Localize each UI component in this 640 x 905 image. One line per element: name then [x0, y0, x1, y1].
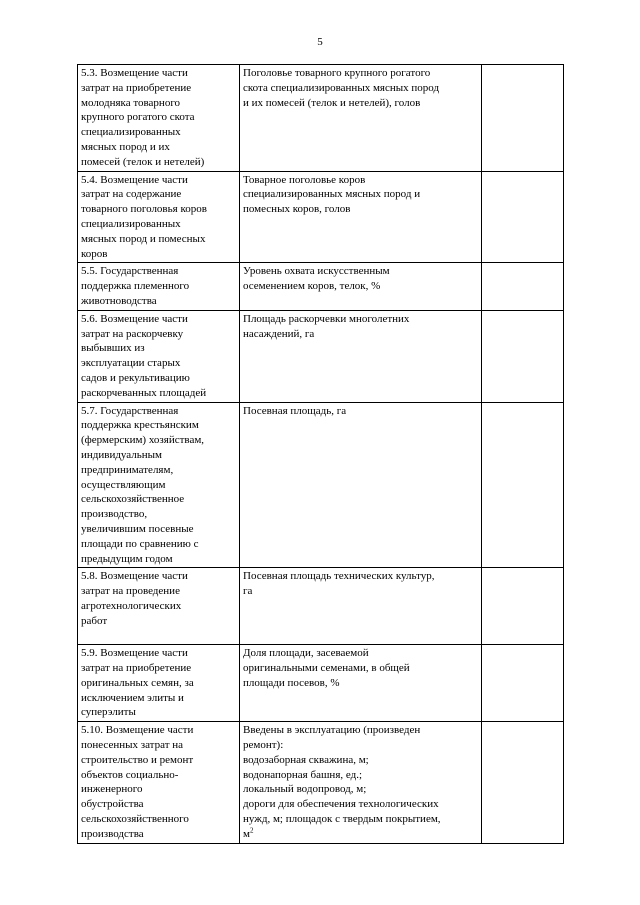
measure-cell-line: затрат на проведение	[81, 585, 180, 598]
measure-cell-line: животноводства	[81, 294, 157, 307]
measure-cell	[78, 310, 240, 402]
measure-cell-line: работ	[81, 614, 108, 627]
measure-cell-line: садов и рекультивацию	[81, 371, 190, 384]
indicator-cell-line: и их помесей (телок и нетелей), голов	[243, 96, 421, 109]
table-row	[78, 65, 564, 172]
indicator-cell-line: водонапорная башня, ед.;	[243, 768, 363, 781]
measure-cell-line: производства	[81, 827, 144, 840]
measure-cell-line: поддержка племенного	[81, 280, 190, 293]
indicator-cell-line: специализированных мясных пород и	[243, 188, 421, 201]
measure-cell-line: (фермерским) хозяйствам,	[81, 434, 205, 447]
value-cell	[482, 171, 564, 263]
measure-cell-line: обустройства	[81, 798, 144, 811]
measure-cell-line: сельскохозяйственного	[81, 813, 189, 826]
indicator-cell-line: Посевная площадь технических культур,	[243, 570, 435, 583]
indicator-cell	[240, 568, 482, 645]
value-cell	[482, 263, 564, 310]
measure-cell-line: коров	[81, 247, 108, 260]
measure-cell-line: 5.3. Возмещение части	[81, 67, 188, 79]
measure-cell-line: раскорчеванных площадей	[81, 386, 207, 399]
measure-cell-line: 5.4. Возмещение части	[81, 173, 188, 186]
measure-cell-line: затрат на раскорчевку	[81, 327, 184, 340]
indicator-cell-line: Посевная площадь, га	[243, 404, 347, 417]
indicator-cell-line: площади посевов, %	[243, 676, 340, 689]
measure-cell-line: инженерного	[81, 783, 143, 796]
unit-text: м	[243, 827, 250, 840]
value-cell	[482, 310, 564, 402]
table-row	[78, 263, 564, 310]
measure-cell-line: крупного рогатого скота	[81, 111, 195, 124]
spacer	[81, 628, 236, 643]
measure-cell-line: 5.10. Возмещение части	[81, 724, 194, 737]
measure-cell-line: сельскохозяйственное	[81, 493, 185, 506]
measure-cell-line: мясных пород и их	[81, 140, 170, 153]
measure-cell-line: товарного поголовья коров	[81, 203, 207, 216]
measure-cell-line: увеличившим посевные	[81, 522, 194, 535]
indicator-cell-line: помесных коров, голов	[243, 203, 351, 216]
indicator-cell	[240, 171, 482, 263]
measure-cell-line: помесей (телок и нетелей)	[81, 155, 205, 168]
measure-cell-line: поддержка крестьянским	[81, 419, 199, 432]
indicator-cell-line: Товарное поголовье коров	[243, 173, 366, 186]
measure-cell-line: 5.9. Возмещение части	[81, 647, 188, 660]
table-row	[78, 310, 564, 402]
indicator-cell-line: Площадь раскорчевки многолетних	[243, 312, 410, 325]
indicator-cell	[240, 402, 482, 568]
measure-cell-line: оригинальных семян, за	[81, 676, 194, 689]
measure-cell-line: затрат на приобретение	[81, 662, 192, 675]
indicator-cell-line: нужд, м; площадок с твердым покрытием,	[243, 813, 441, 826]
measure-cell-line: понесенных затрат на	[81, 739, 184, 752]
measure-cell-line: индивидуальным	[81, 448, 163, 461]
measure-cell-line: 5.7. Государственная	[81, 404, 179, 417]
measure-cell	[78, 645, 240, 722]
measure-cell-line: выбывших из	[81, 342, 145, 355]
indicator-cell-line: Поголовье товарного крупного рогатого	[243, 67, 431, 79]
indicator-cell	[240, 645, 482, 722]
table-row	[78, 568, 564, 645]
measure-cell	[78, 171, 240, 263]
measure-cell-line: агротехнологических	[81, 599, 182, 612]
measure-cell-line: 5.8. Возмещение части	[81, 570, 188, 583]
measure-cell	[78, 568, 240, 645]
measure-cell	[78, 722, 240, 843]
indicator-cell	[240, 263, 482, 310]
measure-cell-line: эксплуатации старых	[81, 357, 181, 370]
measure-cell-line: 5.6. Возмещение части	[81, 312, 188, 325]
value-cell	[482, 722, 564, 843]
measure-cell-line: объектов социально-	[81, 768, 179, 781]
measure-cell-line: суперэлиты	[81, 706, 136, 719]
measure-cell-line: исключением элиты и	[81, 691, 184, 704]
measure-cell	[78, 65, 240, 172]
table-row	[78, 722, 564, 843]
indicator-cell-line: скота специализированных мясных пород	[243, 81, 440, 94]
measure-cell-line: 5.5. Государственная	[81, 265, 179, 278]
indicator-cell-line: водозаборная скважина, м;	[243, 753, 369, 766]
value-cell	[482, 402, 564, 568]
indicator-cell-line: насаждений, га	[243, 327, 315, 340]
indicator-cell-line: Доля площади, засеваемой	[243, 647, 369, 660]
measure-cell	[78, 263, 240, 310]
measure-cell-line: специализированных	[81, 126, 181, 139]
measures-table-body	[78, 65, 564, 844]
indicator-cell-line: оригинальными семенами, в общей	[243, 662, 410, 675]
measure-cell-line: строительство и ремонт	[81, 753, 194, 766]
indicator-cell-line: локальный водопровод, м;	[243, 783, 367, 796]
page-number: 5	[317, 36, 323, 48]
unit-superscript: 2	[249, 826, 254, 835]
measure-cell-line: площади по сравнению с	[81, 537, 199, 550]
value-cell	[482, 65, 564, 172]
indicator-cell-line: ремонт):	[243, 739, 284, 752]
value-cell	[482, 568, 564, 645]
measure-cell-line: производство,	[81, 508, 148, 521]
indicator-cell-line: га	[243, 585, 253, 598]
indicator-cell-line: Уровень охвата искусственным	[243, 265, 390, 278]
measure-cell-line: затрат на приобретение	[81, 81, 192, 94]
indicator-cell-line: дороги для обеспечения технологических	[243, 798, 439, 811]
measure-cell-line: предпринимателям,	[81, 463, 174, 476]
table-row	[78, 171, 564, 263]
indicator-cell-line	[243, 827, 478, 842]
measure-cell	[78, 402, 240, 568]
measure-cell-line: специализированных	[81, 217, 181, 230]
indicator-cell-line: Введены в эксплуатацию (произведен	[243, 724, 421, 737]
measure-cell-line: мясных пород и помесных	[81, 232, 206, 245]
measure-cell-line: осуществляющим	[81, 478, 166, 491]
indicator-cell-line: осеменением коров, телок, %	[243, 280, 381, 293]
measures-table	[77, 64, 564, 844]
measure-cell-line: предыдущим годом	[81, 552, 173, 565]
indicator-cell	[240, 65, 482, 172]
indicator-cell	[240, 310, 482, 402]
value-cell	[482, 645, 564, 722]
measure-cell-line: молодняка товарного	[81, 96, 181, 109]
measure-cell-line: затрат на содержание	[81, 188, 182, 201]
table-row	[78, 402, 564, 568]
indicator-cell	[240, 722, 482, 843]
table-row	[78, 645, 564, 722]
